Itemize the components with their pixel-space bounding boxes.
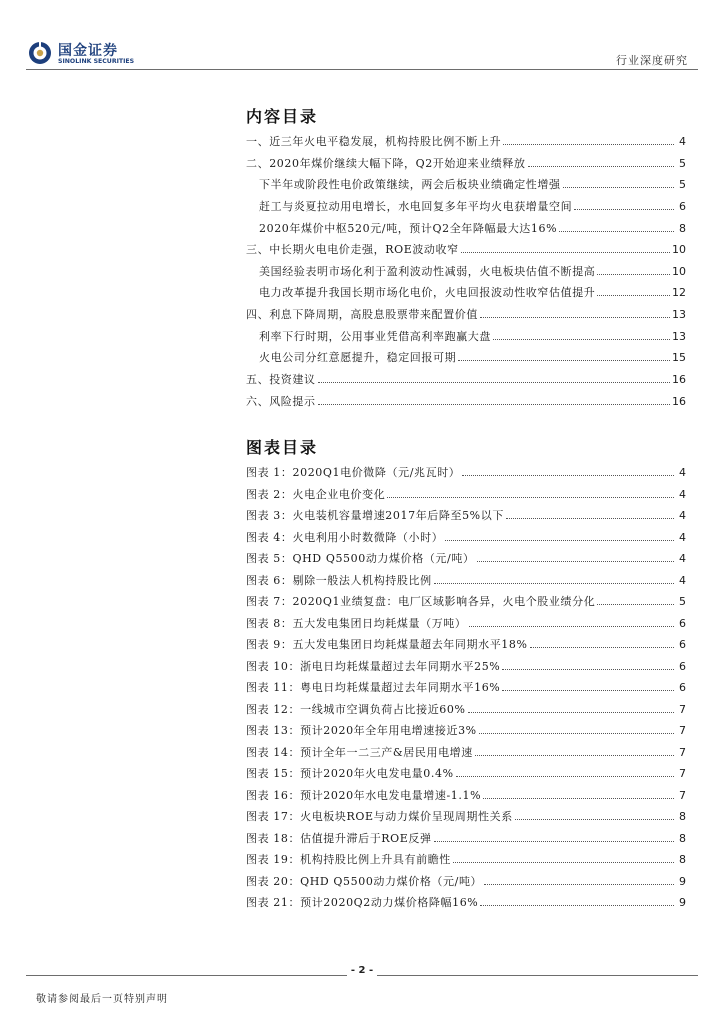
toc-entry-text: 一、近三年火电平稳发展，机构持股比例不断上升	[246, 135, 502, 148]
figure-entry-text: 图表 21：预计2020Q2动力煤价格降幅16%	[246, 896, 479, 909]
figure-entry-leader-dots	[502, 656, 674, 670]
figure-entry-page-number: 6	[679, 659, 686, 673]
figure-entry[interactable]	[246, 699, 686, 721]
toc-entry-page-number: 16	[672, 373, 686, 387]
toc-entry[interactable]	[246, 218, 686, 240]
company-logo	[28, 38, 168, 68]
figure-entry-leader-dots	[475, 742, 674, 756]
toc-entry-leader-dots	[458, 347, 670, 361]
toc-entry-text: 二、2020年煤价继续大幅下降，Q2开始迎来业绩释放	[246, 156, 526, 170]
figure-entry[interactable]	[246, 742, 686, 764]
toc-entry-leader-dots	[461, 239, 670, 253]
figure-entry-leader-dots	[502, 677, 674, 691]
figure-entry-leader-dots	[477, 548, 674, 562]
toc-list	[246, 131, 686, 412]
figure-entry-text: 图表 11：粤电日均耗煤量超过去年同期水平16%	[246, 681, 501, 694]
figure-entry[interactable]	[246, 892, 686, 914]
figure-entry-text: 图表 3：火电装机容量增速2017年后降至5%以下	[246, 509, 504, 522]
figure-entry-leader-dots	[462, 462, 674, 476]
figure-entry-page-number: 9	[679, 896, 686, 909]
figures-toc-title: 图表目录	[246, 438, 319, 457]
toc-entry-page-number: 4	[679, 135, 686, 148]
toc-entry-leader-dots	[503, 131, 674, 145]
toc-entry[interactable]	[246, 304, 686, 326]
logo-english-name: SINOLINK SECURITIES	[58, 58, 135, 65]
toc-entry-leader-dots	[528, 153, 674, 167]
toc-entry-page-number: 10	[672, 243, 686, 257]
toc-entry-text: 六、风险提示	[246, 394, 316, 408]
figure-entry-text: 图表 15：预计2020年火电发电量0.4%	[246, 767, 454, 780]
toc-entry-text: 三、中长期火电电价走强，ROE波动收窄	[246, 243, 459, 257]
figure-entry-leader-dots	[453, 849, 674, 863]
toc-entry-page-number: 5	[679, 178, 686, 192]
figure-entry-text: 图表 18：估值提升滞后于ROE反弹	[246, 831, 432, 845]
toc-entry-page-number: 13	[672, 329, 686, 343]
toc-entry-page-number: 10	[672, 264, 686, 278]
figure-entry-page-number: 4	[679, 509, 686, 522]
toc-entry-page-number: 15	[672, 351, 686, 365]
toc-entry[interactable]	[246, 261, 686, 283]
figure-entry-text: 图表 13：预计2020年全年用电增速接近3%	[246, 724, 477, 737]
toc-entry-leader-dots	[493, 326, 670, 340]
toc-entry[interactable]	[246, 282, 686, 304]
figure-entry-leader-dots	[468, 699, 674, 713]
figure-entry-leader-dots	[479, 720, 674, 734]
figure-entry[interactable]	[246, 548, 686, 570]
figure-entry-text: 图表 20：QHD Q5500动力煤价格（元/吨）	[246, 874, 483, 888]
figure-entry-text: 图表 10：浙电日均耗煤量超过去年同期水平25%	[246, 659, 501, 673]
figure-entry-leader-dots	[434, 570, 674, 584]
toc-entry-text: 四、利息下降周期，高股息股票带来配置价值	[246, 308, 478, 322]
page-header	[0, 0, 724, 70]
toc-entry-page-number: 8	[679, 221, 686, 235]
toc-title: 内容目录	[246, 107, 319, 126]
figure-entry-page-number: 7	[679, 702, 686, 716]
toc-entry-text: 火电公司分红意愿提升，稳定回报可期	[259, 351, 457, 365]
figure-entry[interactable]	[246, 785, 686, 807]
figure-entry-page-number: 6	[679, 681, 686, 694]
toc-entry-text: 下半年或阶段性电价政策继续，两会后板块业绩确定性增强	[259, 178, 561, 192]
figure-entry-leader-dots	[506, 505, 674, 519]
toc-entry[interactable]	[246, 196, 686, 218]
figure-entry-text: 图表 2：火电企业电价变化	[246, 487, 386, 501]
figure-entry-text: 图表 9：五大发电集团日均耗煤量超去年同期水平18%	[246, 638, 528, 651]
figure-entry-page-number: 4	[679, 552, 686, 565]
toc-entry-leader-dots	[597, 282, 670, 296]
toc-entry-page-number: 6	[679, 199, 686, 213]
figure-entry[interactable]	[246, 720, 686, 742]
figure-entry-leader-dots	[434, 828, 674, 842]
toc-entry[interactable]	[246, 347, 686, 369]
figure-entry-leader-dots	[483, 785, 674, 799]
toc-entry-text: 2020年煤价中枢520元/吨，预计Q2全年降幅最大达16%	[259, 221, 558, 235]
figure-entry-page-number: 5	[679, 595, 686, 608]
figure-entry-text: 图表 8：五大发电集团日均耗煤量（万吨）	[246, 616, 467, 630]
toc-entry[interactable]	[246, 326, 686, 348]
company-logo-icon	[28, 41, 52, 65]
logo-chinese-name: 国金证券	[58, 43, 118, 59]
toc-entry-leader-dots	[563, 174, 674, 188]
toc-entry-text: 赶工与炎夏拉动用电增长，水电回复多年平均火电获增量空间	[259, 199, 573, 213]
toc-entry-page-number: 13	[672, 308, 686, 322]
figure-entry[interactable]	[246, 570, 686, 592]
figure-entry[interactable]	[246, 871, 686, 893]
figure-entry-leader-dots	[445, 527, 674, 541]
figure-entry-leader-dots	[597, 591, 674, 605]
figure-entry-leader-dots	[515, 806, 674, 820]
figure-entry-leader-dots	[480, 892, 674, 906]
figure-entry-page-number: 4	[679, 487, 686, 501]
toc-entry-leader-dots	[318, 391, 670, 405]
figure-entry[interactable]	[246, 484, 686, 506]
toc-entry[interactable]	[246, 131, 686, 153]
figure-entry-page-number: 8	[679, 831, 686, 845]
figure-entry[interactable]	[246, 527, 686, 549]
figure-entry[interactable]	[246, 656, 686, 678]
figure-entry[interactable]	[246, 634, 686, 656]
figure-entry-page-number: 7	[679, 724, 686, 737]
figure-entry-page-number: 8	[679, 853, 686, 866]
figure-entry-text: 图表 6：剔除一般法人机构持股比例	[246, 573, 432, 587]
disclaimer-note: 敬请参阅最后一页特别声明	[36, 994, 168, 1005]
figure-entry-text: 图表 1：2020Q1电价微降（元/兆瓦时）	[246, 466, 461, 479]
page-number	[0, 965, 724, 976]
figure-entry-page-number: 9	[679, 874, 686, 888]
toc-entry-text: 利率下行时期，公用事业凭借高利率跑赢大盘	[259, 329, 491, 343]
figure-entry[interactable]	[246, 462, 686, 484]
figure-entry[interactable]	[246, 763, 686, 785]
toc-entry[interactable]	[246, 174, 686, 196]
figure-entry[interactable]	[246, 828, 686, 850]
figure-entry-text: 图表 4：火电利用小时数微降（小时）	[246, 530, 444, 544]
figure-entry-page-number: 6	[679, 616, 686, 630]
page-number-label: - 2 -	[347, 965, 377, 976]
figure-entry-text: 图表 7：2020Q1业绩复盘：电厂区域影响各异，火电个股业绩分化	[246, 595, 596, 608]
figure-entry-page-number: 6	[679, 638, 686, 651]
figure-entry[interactable]	[246, 849, 686, 871]
toc-entry-page-number: 5	[679, 156, 686, 170]
figure-entry-page-number: 7	[679, 788, 686, 802]
figure-entry-leader-dots	[387, 484, 674, 498]
figure-entry-leader-dots	[484, 871, 674, 885]
figure-entry-leader-dots	[530, 634, 674, 648]
report-type-label: 行业深度研究	[616, 54, 688, 67]
toc-entry-leader-dots	[318, 369, 670, 383]
figure-entry-leader-dots	[469, 613, 675, 627]
toc-entry[interactable]	[246, 153, 686, 175]
toc-entry-leader-dots	[597, 261, 670, 275]
figure-entry-text: 图表 17：火电板块ROE与动力煤价呈现周期性关系	[246, 810, 513, 823]
figure-entry[interactable]	[246, 806, 686, 828]
figure-entry-text: 图表 16：预计2020年水电发电量增速-1.1%	[246, 788, 482, 802]
figure-entry-text: 图表 5：QHD Q5500动力煤价格（元/吨）	[246, 552, 475, 565]
figure-entry[interactable]	[246, 505, 686, 527]
figure-entry-page-number: 7	[679, 767, 686, 780]
figure-entry-leader-dots	[456, 763, 674, 777]
figure-entry[interactable]	[246, 677, 686, 699]
figure-entry[interactable]	[246, 591, 686, 613]
figure-entry-page-number: 8	[679, 810, 686, 823]
toc-entry-page-number: 12	[672, 286, 686, 300]
figure-entry-page-number: 7	[679, 745, 686, 759]
toc-entry-text: 美国经验表明市场化利于盈利波动性减弱，火电板块估值不断提高	[259, 264, 596, 278]
figure-entry-text: 图表 12：一线城市空调负荷占比接近60%	[246, 702, 466, 716]
toc-entry[interactable]	[246, 369, 686, 391]
toc-entry-text: 五、投资建议	[246, 373, 316, 387]
figure-entry-text: 图表 19：机构持股比例上升具有前瞻性	[246, 853, 451, 866]
toc-entry-leader-dots	[480, 304, 670, 318]
toc-entry-leader-dots	[559, 218, 674, 232]
toc-entry-text: 电力改革提升我国长期市场化电价，火电回报波动性收窄估值提升	[259, 286, 596, 300]
figures-toc-list	[246, 462, 686, 914]
toc-entry-page-number: 16	[672, 394, 686, 408]
toc-entry[interactable]	[246, 391, 686, 413]
toc-entry[interactable]	[246, 239, 686, 261]
header-divider	[26, 69, 698, 70]
figure-entry-page-number: 4	[679, 466, 686, 479]
figure-entry-text: 图表 14：预计全年一二三产&居民用电增速	[246, 745, 473, 759]
toc-entry-leader-dots	[574, 196, 674, 210]
figure-entry-page-number: 4	[679, 530, 686, 544]
figure-entry[interactable]	[246, 613, 686, 635]
figure-entry-page-number: 4	[679, 573, 686, 587]
